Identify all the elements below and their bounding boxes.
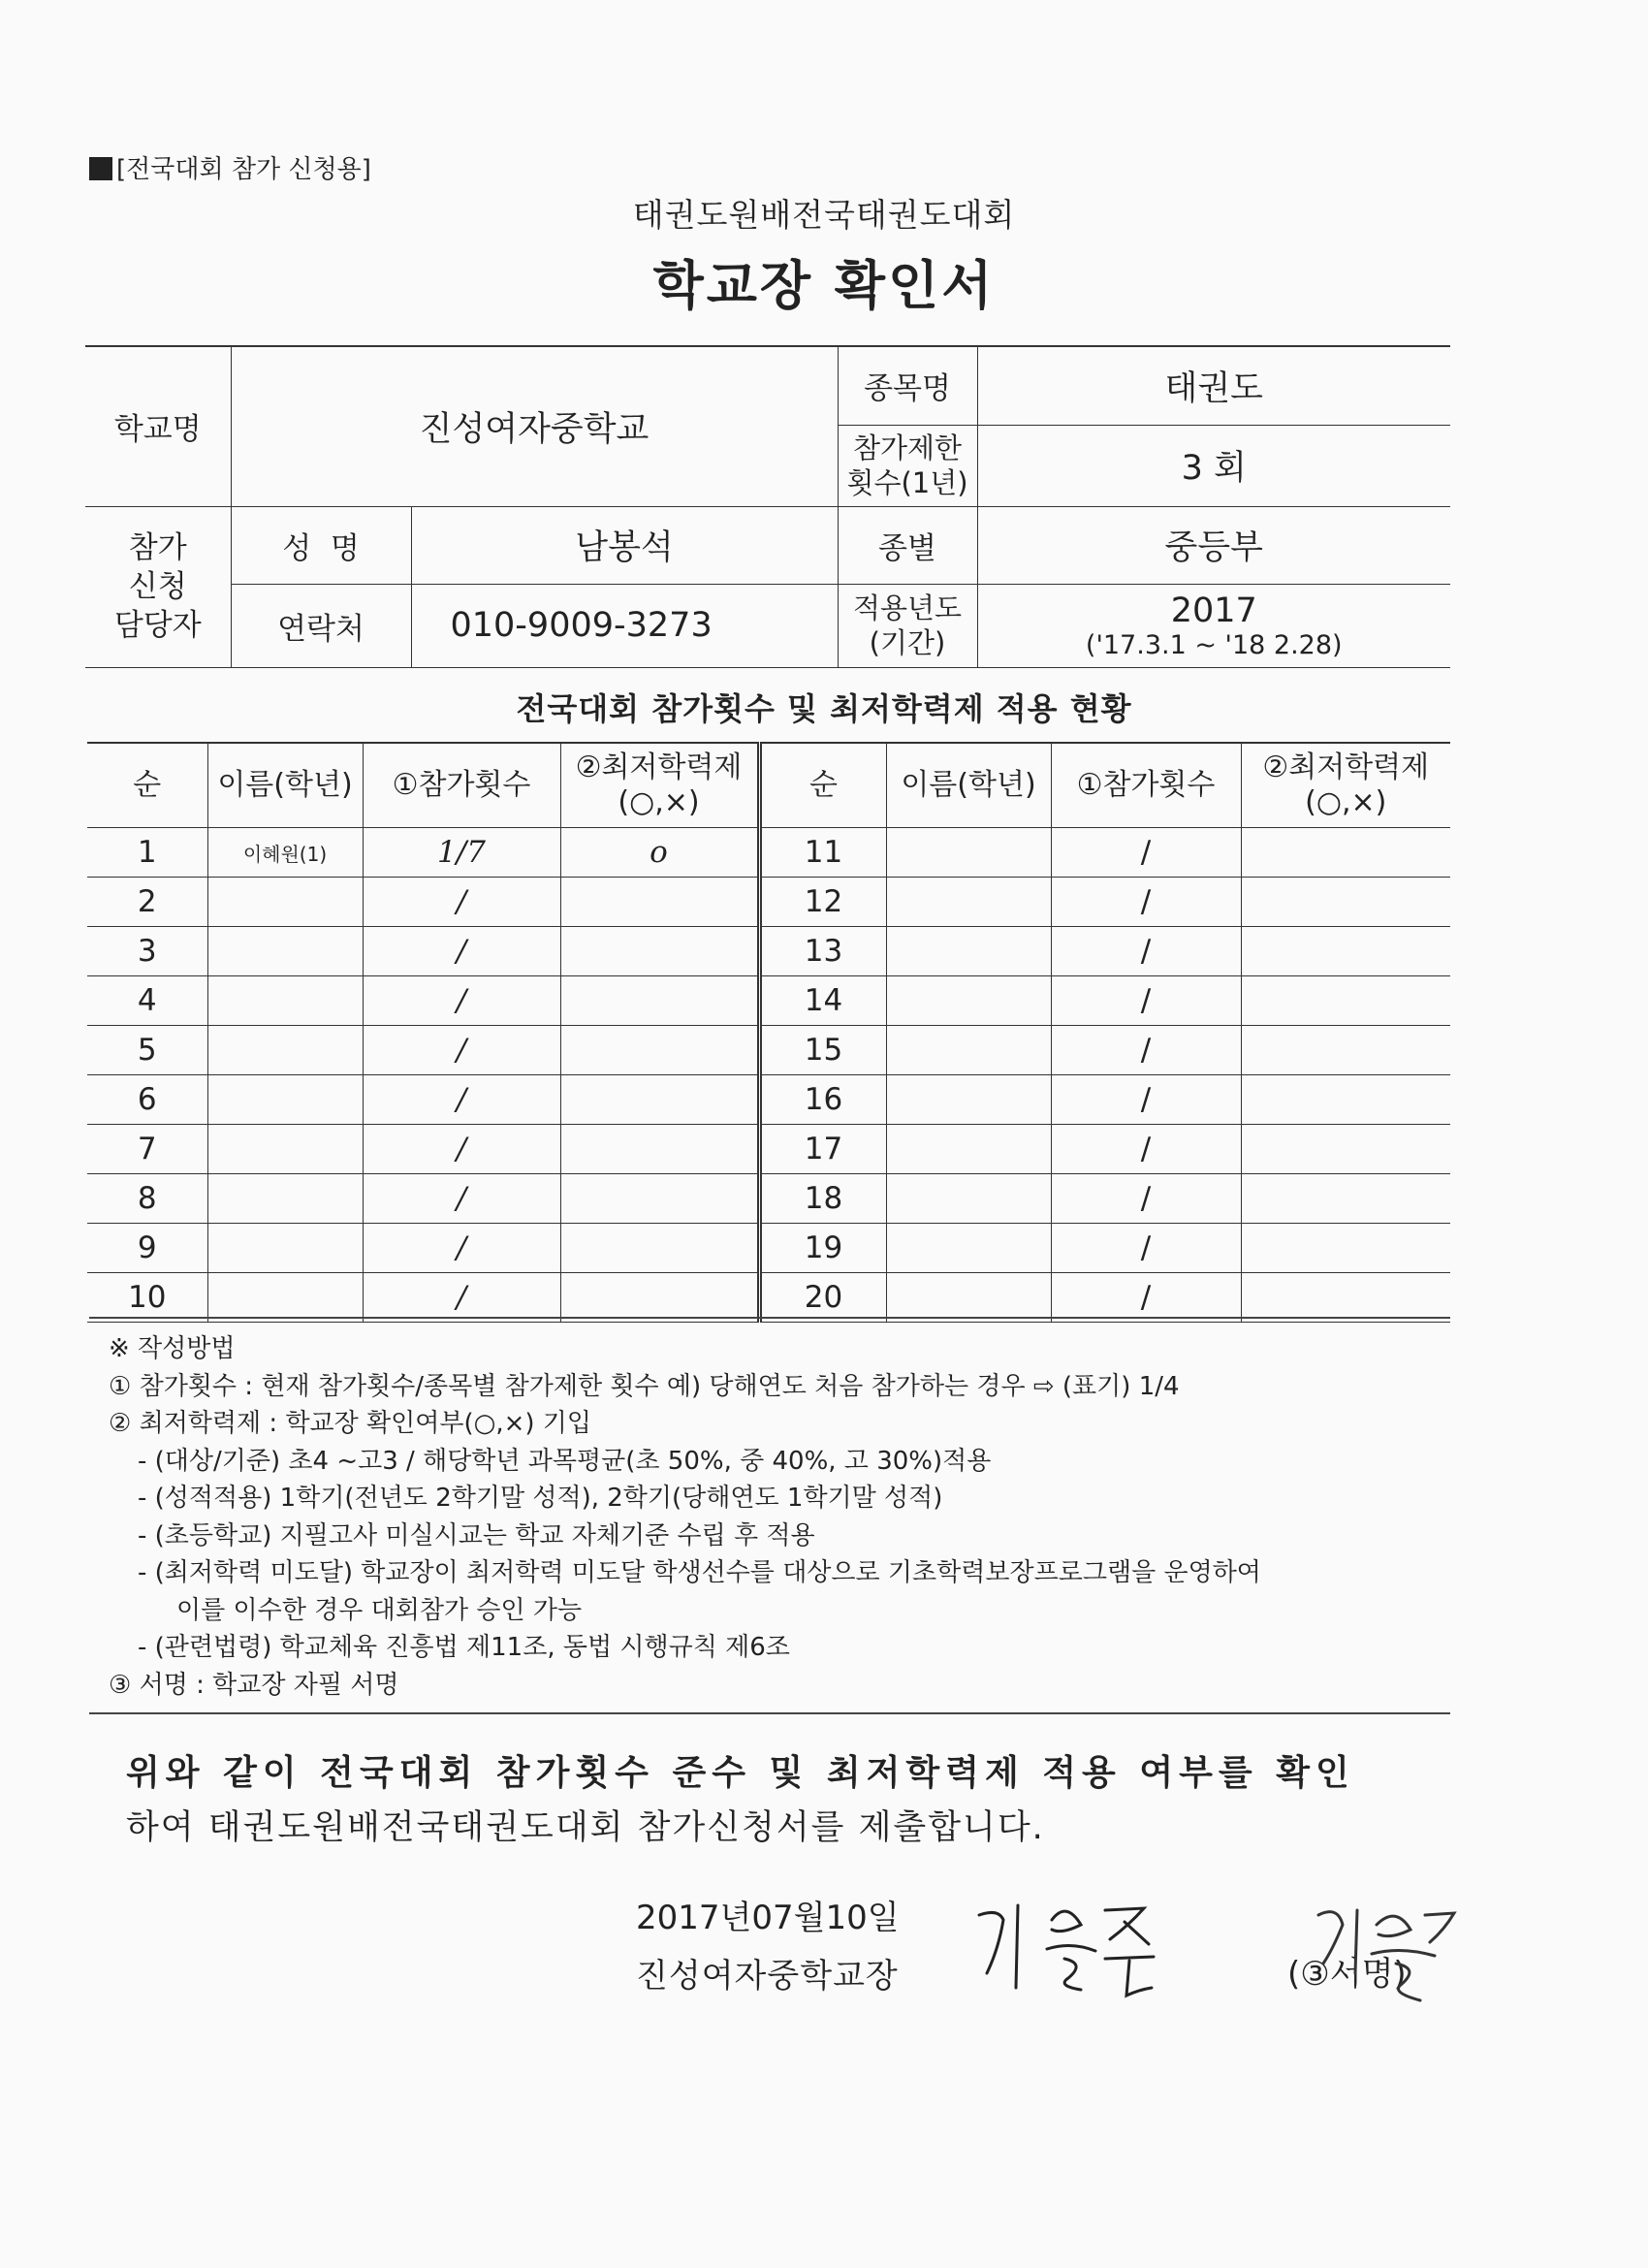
school-label: 학교명 (85, 346, 231, 506)
table-row (87, 828, 1450, 878)
col-min-2-line1: ②최저학력제 (1262, 751, 1430, 784)
info-table (85, 345, 1450, 668)
row-count: 1/7 (363, 828, 560, 878)
row-min (560, 927, 759, 976)
table-row (87, 1224, 1450, 1273)
row-name (207, 1273, 363, 1323)
row-min (560, 1174, 759, 1224)
col-no-2: 순 (759, 743, 886, 828)
row-count: / (363, 878, 560, 927)
handwritten-seal-signature-icon (1289, 1896, 1464, 2012)
year-label-line2: (기간) (869, 626, 946, 659)
table-row (87, 1174, 1450, 1224)
row-name (207, 1174, 363, 1224)
row-min (1241, 1273, 1450, 1323)
notes-bottom-rule (89, 1712, 1450, 1714)
note-sub-item-continued: 이를 이수한 경우 대회참가 승인 가능 (176, 1595, 583, 1625)
table-row (87, 1026, 1450, 1075)
table-row (87, 1075, 1450, 1125)
row-min (1241, 1075, 1450, 1125)
note-sub-item: - (최저학력 미도달) 학교장이 최저학력 미도달 학생선수를 대상으로 기초학력보장프로그램을 운영하여 (138, 1558, 1261, 1587)
row-no: 9 (87, 1224, 207, 1273)
name-label: 성 명 (231, 506, 411, 584)
col-min-2 (1241, 743, 1450, 828)
participation-table (87, 742, 1450, 1323)
row-name (886, 828, 1051, 878)
row-no: 20 (759, 1273, 886, 1323)
confirmation-line1: 위와 같이 전국대회 참가횟수 준수 및 최저학력제 적용 여부를 확인 (126, 1753, 1355, 1793)
section-title: 전국대회 참가횟수 및 최저학력제 적용 현황 (516, 690, 1132, 727)
row-no: 3 (87, 927, 207, 976)
row-no: 10 (87, 1273, 207, 1323)
table-bottom-rule (89, 1317, 1450, 1319)
row-name (207, 1224, 363, 1273)
row-count: / (1051, 828, 1241, 878)
row-no: 8 (87, 1174, 207, 1224)
note-item: ② 최저학력제 : 학교장 확인여부(○,×) 기입 (109, 1409, 592, 1438)
row-no: 15 (759, 1026, 886, 1075)
year-label (838, 584, 977, 667)
division-value: 중등부 (977, 506, 1450, 584)
principal-title: 진성여자중학교장 (636, 1957, 899, 1996)
row-min (1241, 878, 1450, 927)
row-count: / (363, 976, 560, 1026)
row-name (886, 1125, 1051, 1174)
row-name (207, 1026, 363, 1075)
year-value-cell (977, 584, 1450, 667)
col-min (560, 743, 759, 828)
col-name-2: 이름(학년) (886, 743, 1051, 828)
applicant-label-line1: 참가 (128, 529, 187, 565)
row-count: / (1051, 976, 1241, 1026)
table-row (87, 878, 1450, 927)
col-no: 순 (87, 743, 207, 828)
row-name (207, 878, 363, 927)
col-min-line2: (○,×) (618, 785, 700, 819)
note-sub-item: - (관련법령) 학교체육 진흥법 제11조, 동법 시행규칙 제6조 (138, 1633, 790, 1662)
limit-value: 3 회 (977, 425, 1450, 506)
col-count-2: ①참가횟수 (1051, 743, 1241, 828)
table-row (87, 1125, 1450, 1174)
row-min (1241, 1224, 1450, 1273)
row-min (1241, 1174, 1450, 1224)
row-count: / (363, 1174, 560, 1224)
row-min (1241, 828, 1450, 878)
row-count: / (363, 1273, 560, 1323)
year-label-line1: 적용년도 (852, 591, 963, 624)
school-value: 진성여자중학교 (231, 346, 838, 506)
row-name (886, 1273, 1051, 1323)
period-value: ('17.3.1 ~ '18 2.28) (1085, 629, 1343, 660)
row-no: 18 (759, 1174, 886, 1224)
row-min (560, 976, 759, 1026)
name-value: 남봉석 (411, 506, 838, 584)
row-no: 13 (759, 927, 886, 976)
row-min (1241, 1125, 1450, 1174)
row-no: 14 (759, 976, 886, 1026)
square-bullet-icon (89, 157, 112, 180)
event-value: 태권도 (977, 346, 1450, 425)
signing-date: 2017년07월10일 (636, 1899, 900, 1937)
row-no: 2 (87, 878, 207, 927)
row-name (886, 1075, 1051, 1125)
note-sub-item: - (성적적용) 1학기(전년도 2학기말 성적), 2학기(당해연도 1학기말 성적) (138, 1484, 943, 1513)
row-count: / (1051, 1174, 1241, 1224)
row-name: 이혜원(1) (207, 828, 363, 878)
confirmation-line2: 하여 태권도원배전국태권도대회 참가신청서를 제출합니다. (126, 1808, 1045, 1847)
applicant-label-line3: 담당자 (113, 608, 202, 644)
row-no: 16 (759, 1075, 886, 1125)
row-count: / (1051, 1075, 1241, 1125)
table-row (87, 976, 1450, 1026)
row-count: / (363, 1224, 560, 1273)
row-no: 5 (87, 1026, 207, 1075)
row-min (560, 878, 759, 927)
form-type-tag (89, 149, 371, 185)
handwritten-signature-icon (960, 1881, 1173, 2007)
row-name (207, 1075, 363, 1125)
row-no: 4 (87, 976, 207, 1026)
note-sub-item: - (초등학교) 지필고사 미실시교는 학교 자체기준 수립 후 적용 (138, 1520, 815, 1550)
row-no: 6 (87, 1075, 207, 1125)
row-min (560, 1075, 759, 1125)
form-type-label: [전국대회 참가 신청용] (116, 155, 371, 184)
row-min (1241, 1026, 1450, 1075)
applicant-label-line2: 신청 (128, 568, 187, 604)
row-name (886, 878, 1051, 927)
row-count: / (363, 927, 560, 976)
competition-name: 태권도원배전국태권도대회 (632, 196, 1016, 234)
row-min (560, 1273, 759, 1323)
row-count: / (1051, 1224, 1241, 1273)
notes-heading: ※ 작성방법 (109, 1334, 236, 1363)
division-label: 종별 (838, 506, 977, 584)
limit-label-line1: 참가제한 (852, 431, 963, 464)
row-min: o (560, 828, 759, 878)
applicant-label (85, 506, 231, 667)
row-count: / (363, 1075, 560, 1125)
row-name (207, 1125, 363, 1174)
note-item: ③ 서명 : 학교장 자필 서명 (109, 1670, 399, 1700)
confirmation-statement (126, 1745, 1464, 1849)
row-min (560, 1224, 759, 1273)
row-count: / (363, 1125, 560, 1174)
document-title: 학교장 확인서 (652, 255, 996, 316)
col-min-line1: ②최저학력제 (575, 751, 743, 784)
row-count: / (363, 1026, 560, 1075)
year-value: 2017 (1170, 591, 1257, 630)
row-name (886, 976, 1051, 1026)
contact-value: 010-9009-3273 (411, 584, 838, 667)
row-count: / (1051, 927, 1241, 976)
row-count: / (1051, 1026, 1241, 1075)
contact-label: 연락처 (231, 584, 411, 667)
row-name (207, 927, 363, 976)
row-min (1241, 976, 1450, 1026)
row-count: / (1051, 878, 1241, 927)
limit-label (838, 425, 977, 506)
row-no: 7 (87, 1125, 207, 1174)
row-no: 1 (87, 828, 207, 878)
signature-label: (③서명) (1287, 1955, 1407, 1994)
row-min (1241, 927, 1450, 976)
row-name (886, 1174, 1051, 1224)
table-row (87, 927, 1450, 976)
row-no: 19 (759, 1224, 886, 1273)
row-no: 12 (759, 878, 886, 927)
instructions (109, 1330, 1466, 1704)
event-label: 종목명 (838, 346, 977, 425)
row-name (207, 976, 363, 1026)
row-name (886, 1026, 1051, 1075)
row-no: 11 (759, 828, 886, 878)
row-count: / (1051, 1273, 1241, 1323)
col-name: 이름(학년) (207, 743, 363, 828)
row-count: / (1051, 1125, 1241, 1174)
col-min-2-line2: (○,×) (1305, 785, 1387, 819)
row-no: 17 (759, 1125, 886, 1174)
row-name (886, 1224, 1051, 1273)
table-row (87, 1273, 1450, 1323)
row-min (560, 1125, 759, 1174)
row-min (560, 1026, 759, 1075)
col-count: ①참가횟수 (363, 743, 560, 828)
note-item: ① 참가횟수 : 현재 참가횟수/종목별 참가제한 횟수 예) 당해연도 처음 참가하는 경우 ⇨ (표기) 1/4 (109, 1371, 1180, 1401)
note-sub-item: - (대상/기준) 초4 ~고3 / 해당학년 과목평균(초 50%, 중 40%, 고 30%)적용 (138, 1446, 992, 1476)
limit-label-line2: 횟수(1년) (846, 466, 968, 499)
row-name (886, 927, 1051, 976)
